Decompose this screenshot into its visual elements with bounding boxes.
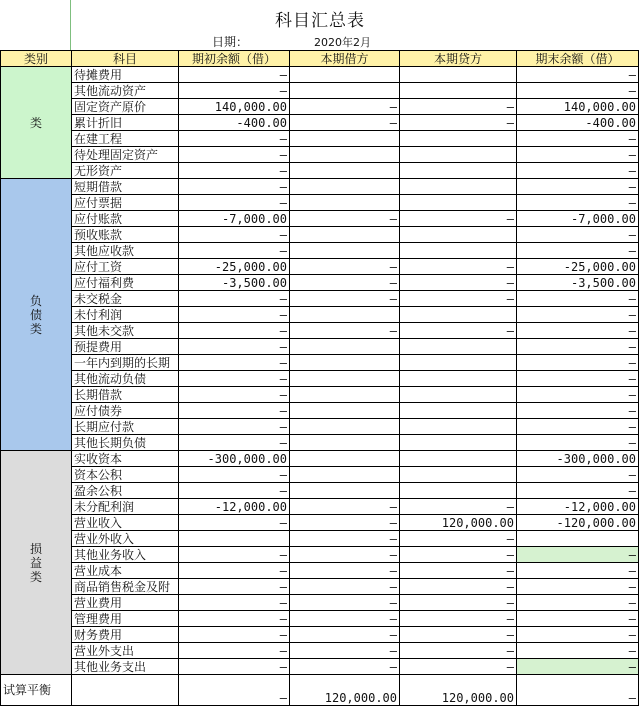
- period-debit-cell[interactable]: [290, 467, 400, 483]
- account-cell[interactable]: 营业费用: [72, 595, 179, 611]
- period-debit-cell[interactable]: [290, 403, 400, 419]
- account-cell[interactable]: 待摊费用: [72, 67, 179, 83]
- period-credit-cell[interactable]: [400, 483, 517, 499]
- period-debit-cell[interactable]: [290, 131, 400, 147]
- trial-balance-label[interactable]: 试算平衡: [1, 675, 72, 706]
- account-cell[interactable]: 待处理固定资产: [72, 147, 179, 163]
- table-row: [1, 99, 639, 115]
- table-row: [1, 355, 639, 371]
- period-debit-cell[interactable]: –: [290, 643, 400, 659]
- opening-balance-cell[interactable]: –: [179, 387, 290, 403]
- account-cell[interactable]: 应付福利费: [72, 275, 179, 291]
- period-debit-cell[interactable]: –: [290, 275, 400, 291]
- closing-balance-cell[interactable]: –: [517, 307, 639, 323]
- account-cell[interactable]: 资本公积: [72, 467, 179, 483]
- period-credit-cell[interactable]: [400, 355, 517, 371]
- period-credit-cell[interactable]: –: [400, 99, 517, 115]
- account-cell[interactable]: 在建工程: [72, 131, 179, 147]
- table-row: [1, 323, 639, 339]
- closing-balance-cell[interactable]: –: [517, 83, 639, 99]
- period-credit-cell[interactable]: [400, 179, 517, 195]
- opening-balance-cell[interactable]: –: [179, 131, 290, 147]
- trial-balance-debit[interactable]: 120,000.00: [290, 675, 400, 706]
- period-credit-cell[interactable]: [400, 403, 517, 419]
- closing-balance-cell[interactable]: [517, 531, 639, 547]
- opening-balance-cell[interactable]: –: [179, 547, 290, 563]
- account-cell[interactable]: 盈余公积: [72, 483, 179, 499]
- period-debit-cell[interactable]: [290, 419, 400, 435]
- opening-balance-cell[interactable]: –: [179, 595, 290, 611]
- period-debit-cell[interactable]: –: [290, 611, 400, 627]
- account-cell[interactable]: 固定资产原价: [72, 99, 179, 115]
- period-credit-cell[interactable]: –: [400, 115, 517, 131]
- opening-balance-cell[interactable]: –: [179, 403, 290, 419]
- opening-balance-cell[interactable]: –: [179, 579, 290, 595]
- category-char: 类: [29, 115, 42, 130]
- closing-balance-cell[interactable]: –: [517, 387, 639, 403]
- opening-balance-cell[interactable]: –: [179, 323, 290, 339]
- period-debit-cell[interactable]: [290, 387, 400, 403]
- table-row: [1, 483, 639, 499]
- account-cell[interactable]: 长期应付款: [72, 419, 179, 435]
- closing-balance-cell[interactable]: –: [517, 163, 639, 179]
- account-cell[interactable]: 管理费用: [72, 611, 179, 627]
- opening-balance-cell[interactable]: -12,000.00: [179, 499, 290, 515]
- period-credit-cell[interactable]: [400, 387, 517, 403]
- table-row: [1, 403, 639, 419]
- period-debit-cell[interactable]: [290, 371, 400, 387]
- table-row: [1, 579, 639, 595]
- opening-balance-cell[interactable]: –: [179, 355, 290, 371]
- closing-balance-cell[interactable]: –: [517, 547, 639, 563]
- period-credit-cell[interactable]: –: [400, 259, 517, 275]
- opening-balance-cell[interactable]: -300,000.00: [179, 451, 290, 467]
- table-row: [1, 243, 639, 259]
- table-row: [1, 163, 639, 179]
- period-credit-cell[interactable]: [400, 467, 517, 483]
- trial-balance-closing[interactable]: –: [517, 675, 639, 706]
- period-debit-cell[interactable]: [290, 163, 400, 179]
- period-credit-cell[interactable]: [400, 83, 517, 99]
- table-row: [1, 387, 639, 403]
- table-row: [1, 547, 639, 563]
- opening-balance-cell[interactable]: –: [179, 179, 290, 195]
- closing-balance-cell[interactable]: –: [517, 611, 639, 627]
- period-credit-cell[interactable]: [400, 67, 517, 83]
- table-row: [1, 291, 639, 307]
- trial-balance-credit[interactable]: 120,000.00: [400, 675, 517, 706]
- period-debit-cell[interactable]: [290, 451, 400, 467]
- period-debit-cell[interactable]: [290, 195, 400, 211]
- opening-balance-cell[interactable]: -25,000.00: [179, 259, 290, 275]
- opening-balance-cell[interactable]: –: [179, 227, 290, 243]
- account-cell[interactable]: 未分配利润: [72, 499, 179, 515]
- period-credit-cell[interactable]: [400, 243, 517, 259]
- closing-balance-cell[interactable]: –: [517, 563, 639, 579]
- period-debit-cell[interactable]: –: [290, 515, 400, 531]
- period-credit-cell[interactable]: –: [400, 291, 517, 307]
- period-credit-cell[interactable]: –: [400, 563, 517, 579]
- period-credit-cell[interactable]: –: [400, 611, 517, 627]
- closing-balance-cell[interactable]: -7,000.00: [517, 211, 639, 227]
- period-debit-cell[interactable]: –: [290, 563, 400, 579]
- period-credit-cell[interactable]: [400, 339, 517, 355]
- table-row: [1, 611, 639, 627]
- period-credit-cell[interactable]: –: [400, 547, 517, 563]
- closing-balance-cell[interactable]: –: [517, 579, 639, 595]
- period-credit-cell[interactable]: [400, 419, 517, 435]
- table-row: [1, 67, 639, 83]
- table-row: [1, 115, 639, 131]
- period-debit-cell[interactable]: –: [290, 115, 400, 131]
- opening-balance-cell[interactable]: –: [179, 243, 290, 259]
- table-row: [1, 227, 639, 243]
- summary-table: [0, 50, 639, 706]
- period-credit-cell[interactable]: –: [400, 579, 517, 595]
- closing-balance-cell[interactable]: –: [517, 291, 639, 307]
- period-credit-cell[interactable]: –: [400, 211, 517, 227]
- opening-balance-cell[interactable]: –: [179, 195, 290, 211]
- period-credit-cell[interactable]: [400, 451, 517, 467]
- period-debit-cell[interactable]: [290, 339, 400, 355]
- account-cell[interactable]: 营业成本: [72, 563, 179, 579]
- table-row: [1, 659, 639, 675]
- account-cell[interactable]: 财务费用: [72, 627, 179, 643]
- closing-balance-cell[interactable]: -3,500.00: [517, 275, 639, 291]
- trial-balance-row: [1, 675, 639, 706]
- closing-balance-cell[interactable]: -300,000.00: [517, 451, 639, 467]
- closing-balance-cell[interactable]: –: [517, 323, 639, 339]
- summary-table-body: [1, 51, 639, 706]
- header-opening-balance[interactable]: 期初余额（借）: [179, 51, 290, 67]
- table-row: [1, 643, 639, 659]
- category-char: 债: [29, 307, 42, 322]
- opening-balance-cell[interactable]: –: [179, 291, 290, 307]
- closing-balance-cell[interactable]: –: [517, 595, 639, 611]
- opening-balance-cell[interactable]: -400.00: [179, 115, 290, 131]
- closing-balance-cell[interactable]: 140,000.00: [517, 99, 639, 115]
- account-cell[interactable]: 无形资产: [72, 163, 179, 179]
- category-char: 类: [29, 321, 42, 336]
- closing-balance-cell[interactable]: –: [517, 179, 639, 195]
- trial-balance-opening[interactable]: –: [179, 675, 290, 706]
- account-cell[interactable]: 营业外支出: [72, 643, 179, 659]
- opening-balance-cell[interactable]: -7,000.00: [179, 211, 290, 227]
- period-debit-cell[interactable]: –: [290, 627, 400, 643]
- header-account[interactable]: 科目: [72, 51, 179, 67]
- opening-balance-cell[interactable]: –: [179, 419, 290, 435]
- period-debit-cell[interactable]: –: [290, 579, 400, 595]
- account-cell[interactable]: 应付票据: [72, 195, 179, 211]
- period-debit-cell[interactable]: [290, 243, 400, 259]
- period-debit-cell[interactable]: –: [290, 659, 400, 675]
- header-period-credit[interactable]: 本期贷方: [400, 51, 517, 67]
- opening-balance-cell[interactable]: –: [179, 83, 290, 99]
- closing-balance-cell[interactable]: –: [517, 227, 639, 243]
- header-row: [1, 51, 639, 67]
- period-debit-cell[interactable]: –: [290, 323, 400, 339]
- date-label: 日期：: [212, 35, 249, 49]
- account-cell[interactable]: 其他流动资产: [72, 83, 179, 99]
- period-credit-cell[interactable]: [400, 435, 517, 451]
- opening-balance-cell[interactable]: –: [179, 467, 290, 483]
- account-cell[interactable]: 营业收入: [72, 515, 179, 531]
- table-row: [1, 259, 639, 275]
- table-row: [1, 307, 639, 323]
- account-cell[interactable]: 其他流动负债: [72, 371, 179, 387]
- opening-balance-cell[interactable]: 140,000.00: [179, 99, 290, 115]
- header-period-debit[interactable]: 本期借方: [290, 51, 400, 67]
- account-cell[interactable]: 一年内到期的长期: [72, 355, 179, 371]
- closing-balance-cell[interactable]: –: [517, 131, 639, 147]
- closing-balance-cell[interactable]: –: [517, 243, 639, 259]
- account-cell[interactable]: 应付账款: [72, 211, 179, 227]
- sheet-title: 科目汇总表: [275, 11, 365, 31]
- opening-balance-cell[interactable]: –: [179, 627, 290, 643]
- account-cell[interactable]: 短期借款: [72, 179, 179, 195]
- table-row: [1, 179, 639, 195]
- period-debit-cell[interactable]: [290, 483, 400, 499]
- account-cell[interactable]: 未付利润: [72, 307, 179, 323]
- table-row: [1, 499, 639, 515]
- period-debit-cell[interactable]: –: [290, 499, 400, 515]
- opening-balance-cell[interactable]: –: [179, 643, 290, 659]
- opening-balance-cell[interactable]: –: [179, 515, 290, 531]
- closing-balance-cell[interactable]: -12,000.00: [517, 499, 639, 515]
- account-cell[interactable]: 其他应收款: [72, 243, 179, 259]
- table-row: [1, 515, 639, 531]
- opening-balance-cell[interactable]: –: [179, 435, 290, 451]
- period-debit-cell[interactable]: –: [290, 531, 400, 547]
- category-char: 负: [29, 293, 42, 308]
- opening-balance-cell[interactable]: –: [179, 563, 290, 579]
- table-row: [1, 419, 639, 435]
- table-row: [1, 275, 639, 291]
- closing-balance-cell[interactable]: –: [517, 435, 639, 451]
- category-cell[interactable]: [1, 179, 72, 451]
- period-debit-cell[interactable]: –: [290, 211, 400, 227]
- trial-balance-empty-cell[interactable]: [72, 675, 179, 706]
- period-debit-cell[interactable]: –: [290, 99, 400, 115]
- opening-balance-cell[interactable]: -3,500.00: [179, 275, 290, 291]
- period-credit-cell[interactable]: [400, 227, 517, 243]
- table-row: [1, 451, 639, 467]
- closing-balance-cell[interactable]: –: [517, 483, 639, 499]
- closing-balance-cell[interactable]: –: [517, 355, 639, 371]
- closing-balance-cell[interactable]: –: [517, 147, 639, 163]
- opening-balance-cell[interactable]: –: [179, 163, 290, 179]
- period-credit-cell[interactable]: –: [400, 659, 517, 675]
- period-credit-cell[interactable]: –: [400, 595, 517, 611]
- closing-balance-cell[interactable]: –: [517, 339, 639, 355]
- category-char: 益: [29, 555, 42, 570]
- account-cell[interactable]: 其他长期负债: [72, 435, 179, 451]
- opening-balance-cell[interactable]: –: [179, 483, 290, 499]
- period-credit-cell[interactable]: –: [400, 499, 517, 515]
- period-debit-cell[interactable]: [290, 179, 400, 195]
- table-row: [1, 339, 639, 355]
- table-row: [1, 435, 639, 451]
- account-cell[interactable]: 实收资本: [72, 451, 179, 467]
- opening-balance-cell[interactable]: –: [179, 611, 290, 627]
- header-category[interactable]: 类别: [1, 51, 72, 67]
- opening-balance-cell[interactable]: –: [179, 659, 290, 675]
- table-row: [1, 195, 639, 211]
- opening-balance-cell[interactable]: –: [179, 307, 290, 323]
- closing-balance-cell[interactable]: -25,000.00: [517, 259, 639, 275]
- period-credit-cell[interactable]: [400, 147, 517, 163]
- category-char: 损: [29, 541, 42, 556]
- table-row: [1, 131, 639, 147]
- period-credit-cell[interactable]: [400, 195, 517, 211]
- period-debit-cell[interactable]: [290, 67, 400, 83]
- table-row: [1, 563, 639, 579]
- table-row: [1, 531, 639, 547]
- table-row: [1, 627, 639, 643]
- period-credit-cell[interactable]: 120,000.00: [400, 515, 517, 531]
- account-cell[interactable]: 应付工资: [72, 259, 179, 275]
- table-row: [1, 83, 639, 99]
- period-credit-cell[interactable]: –: [400, 627, 517, 643]
- closing-balance-cell[interactable]: –: [517, 627, 639, 643]
- category-cell[interactable]: [1, 451, 72, 675]
- account-cell[interactable]: 其他未交款: [72, 323, 179, 339]
- closing-balance-cell[interactable]: –: [517, 403, 639, 419]
- period-credit-cell[interactable]: –: [400, 643, 517, 659]
- account-cell[interactable]: 长期借款: [72, 387, 179, 403]
- period-credit-cell[interactable]: –: [400, 323, 517, 339]
- closing-balance-cell[interactable]: –: [517, 371, 639, 387]
- table-row: [1, 211, 639, 227]
- closing-balance-cell[interactable]: -400.00: [517, 115, 639, 131]
- account-cell[interactable]: 应付债券: [72, 403, 179, 419]
- period-debit-cell[interactable]: [290, 435, 400, 451]
- table-row: [1, 147, 639, 163]
- account-cell[interactable]: 营业外收入: [72, 531, 179, 547]
- opening-balance-cell[interactable]: [179, 531, 290, 547]
- opening-balance-cell[interactable]: –: [179, 371, 290, 387]
- opening-balance-cell[interactable]: –: [179, 67, 290, 83]
- period-debit-cell[interactable]: [290, 355, 400, 371]
- period-debit-cell[interactable]: –: [290, 259, 400, 275]
- closing-balance-cell[interactable]: –: [517, 659, 639, 675]
- account-cell[interactable]: 预收账款: [72, 227, 179, 243]
- date-value: 2020年2月: [314, 36, 371, 49]
- account-cell[interactable]: 其他业务收入: [72, 547, 179, 563]
- header-closing-balance[interactable]: 期末余额（借）: [517, 51, 639, 67]
- account-cell[interactable]: 商品销售税金及附: [72, 579, 179, 595]
- period-debit-cell[interactable]: [290, 83, 400, 99]
- opening-balance-cell[interactable]: –: [179, 147, 290, 163]
- period-debit-cell[interactable]: –: [290, 595, 400, 611]
- account-cell[interactable]: 未交税金: [72, 291, 179, 307]
- table-row: [1, 467, 639, 483]
- period-credit-cell[interactable]: –: [400, 275, 517, 291]
- period-debit-cell[interactable]: –: [290, 547, 400, 563]
- period-credit-cell[interactable]: –: [400, 531, 517, 547]
- period-debit-cell[interactable]: –: [290, 291, 400, 307]
- period-credit-cell[interactable]: [400, 307, 517, 323]
- opening-balance-cell[interactable]: –: [179, 339, 290, 355]
- account-cell[interactable]: 累计折旧: [72, 115, 179, 131]
- period-credit-cell[interactable]: [400, 131, 517, 147]
- closing-balance-cell[interactable]: -120,000.00: [517, 515, 639, 531]
- period-credit-cell[interactable]: [400, 163, 517, 179]
- category-char: 类: [29, 569, 42, 584]
- period-debit-cell[interactable]: [290, 147, 400, 163]
- category-cell[interactable]: [1, 67, 72, 179]
- table-row: [1, 595, 639, 611]
- period-credit-cell[interactable]: [400, 371, 517, 387]
- closing-balance-cell[interactable]: –: [517, 195, 639, 211]
- account-cell[interactable]: 预提费用: [72, 339, 179, 355]
- closing-balance-cell[interactable]: –: [517, 67, 639, 83]
- closing-balance-cell[interactable]: –: [517, 419, 639, 435]
- period-debit-cell[interactable]: [290, 227, 400, 243]
- period-debit-cell[interactable]: [290, 307, 400, 323]
- closing-balance-cell[interactable]: –: [517, 467, 639, 483]
- account-cell[interactable]: 其他业务支出: [72, 659, 179, 675]
- table-row: [1, 371, 639, 387]
- closing-balance-cell[interactable]: –: [517, 643, 639, 659]
